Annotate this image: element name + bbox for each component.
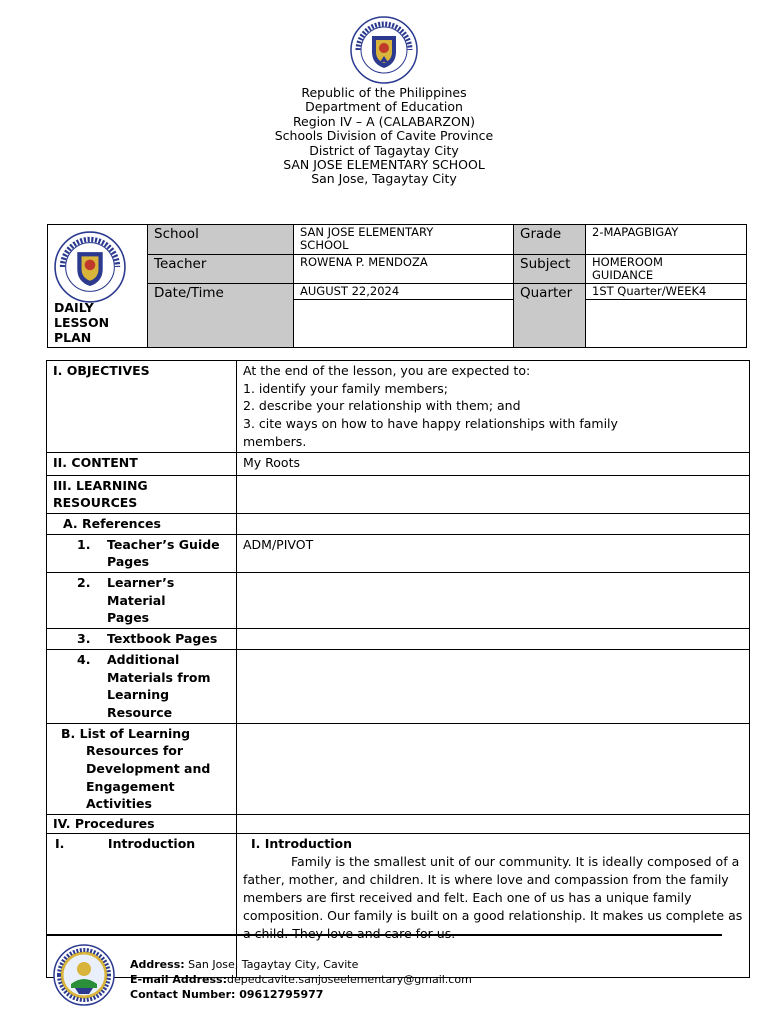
quarter-blank-cell: [586, 300, 747, 348]
footer-divider: [46, 934, 722, 936]
email-line: E-mail Address:depedcavite.sanjoseelementary@gmail.com: [130, 973, 472, 986]
textbook-pages-label: 3. Textbook Pages: [47, 629, 237, 650]
teacher-value: ROWENA P. MENDOZA: [294, 255, 514, 284]
daily-lesson-plan-title: DAILY LESSON PLAN: [54, 300, 110, 345]
school-value: SAN JOSE ELEMENTARY SCHOOL: [294, 225, 514, 255]
references-label: A. References: [47, 513, 237, 534]
lesson-info-table: [47, 224, 747, 348]
lesson-plan-table: [46, 360, 750, 978]
learners-material-value: [237, 573, 750, 629]
teachers-guide-value: ADM/PIVOT: [237, 534, 750, 572]
procedures-value: [237, 815, 750, 834]
address-line: Address: San Jose, Tagaytay City, Cavite: [130, 958, 359, 971]
grade-label: Grade: [514, 225, 586, 255]
textbook-pages-value: [237, 629, 750, 650]
teachers-guide-label: 1. Teacher’s Guide Pages: [47, 534, 237, 572]
school-header: [0, 86, 768, 187]
list-of-resources-label: B. List of Learning Resources for Development and Engagement Activities: [47, 723, 237, 815]
resources-value: [237, 475, 750, 513]
header-line: Republic of the Philippines: [301, 85, 467, 100]
dlp-logo-cell: [48, 225, 148, 348]
quarter-value: 1ST Quarter/WEEK4: [586, 284, 747, 300]
procedures-label: IV. Procedures: [47, 815, 237, 834]
school-contact-info: [130, 957, 472, 1002]
header-line: District of Tagaytay City: [309, 142, 459, 158]
list-of-resources-value: [237, 723, 750, 815]
objectives-text: At the end of the lesson, you are expected to: 1. identify your family members; 2. describe your relationship with them; and 3. cite ways on how to have happy relationships with family members.: [237, 361, 750, 453]
additional-materials-label: 4. Additional Materials from Learning Resource: [47, 649, 237, 723]
datetime-value: AUGUST 22,2024: [294, 284, 514, 300]
references-value: [237, 513, 750, 534]
teacher-label: Teacher: [148, 255, 294, 284]
introduction-content: [237, 833, 750, 977]
school-seal-logo: [53, 944, 115, 1006]
header-line: Region IV – A (CALABARZON): [292, 113, 476, 129]
header-line: SAN JOSE ELEMENTARY SCHOOL: [283, 157, 485, 173]
introduction-text: Family is the smallest unit of our community. It is ideally composed of a father, mother, and children. It is where love and compassion from the family members are first received and felt. Each one of us has a unique family composition. Our family is built on a good relationship. It makes us complete as: [243, 853, 743, 923]
objectives-label: I. OBJECTIVES: [47, 361, 237, 453]
introduction-label: I. Introduction: [47, 833, 237, 977]
resources-label: III. LEARNING RESOURCES: [47, 475, 237, 513]
subject-label: Subject: [514, 255, 586, 284]
contact-line: Contact Number: 09612795977: [130, 988, 324, 1001]
grade-value: 2-MAPAGBIGAY: [586, 225, 747, 255]
additional-materials-value: [237, 649, 750, 723]
datetime-blank-cell: [294, 300, 514, 348]
school-label: School: [148, 225, 294, 255]
header-line: San Jose, Tagaytay City: [311, 171, 457, 187]
learners-material-label: 2. Learner’s Material Pages: [47, 573, 237, 629]
content-label: II. CONTENT: [47, 452, 237, 475]
subject-value: HOMEROOM GUIDANCE: [586, 255, 747, 284]
content-value: My Roots: [237, 452, 750, 475]
deped-seal-logo: [350, 16, 418, 84]
datetime-label: Date/Time: [148, 284, 294, 348]
header-line: Schools Division of Cavite Province: [274, 128, 494, 144]
header-line: Department of Education: [305, 99, 463, 115]
introduction-heading: I. Introduction: [251, 835, 353, 851]
quarter-label: Quarter: [514, 284, 586, 348]
deped-seal-small-icon: [54, 231, 126, 303]
